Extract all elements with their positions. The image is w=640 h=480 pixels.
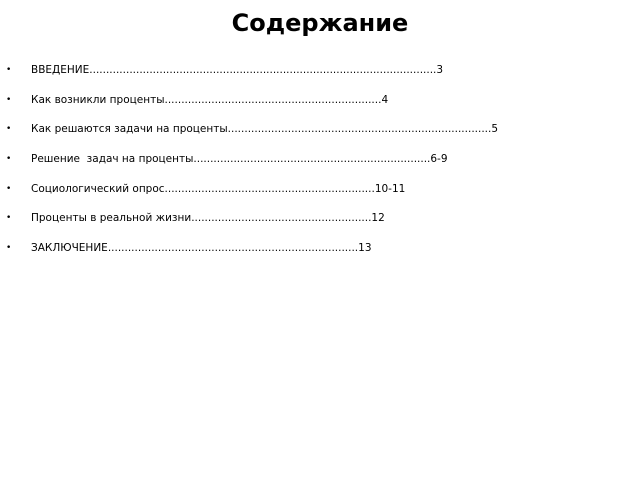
- toc-item-how-solved: [0, 117, 640, 147]
- bullet-icon: •: [6, 154, 12, 165]
- bullet-icon: •: [6, 124, 12, 135]
- bullet-icon: •: [6, 243, 12, 254]
- toc-entry-text: Как возникли проценты.................................................................4: [31, 93, 389, 106]
- toc-item-real-life: [0, 206, 640, 236]
- toc-entry-text: Социологический опрос...............................................................10-11: [31, 182, 406, 195]
- toc-entry-text: Проценты в реальной жизни......................................................12: [31, 212, 385, 225]
- toc-entry-text: Решение задач на проценты.......................................................................6-9: [31, 153, 448, 166]
- toc-item-solving: [0, 147, 640, 177]
- table-of-contents: [0, 58, 640, 266]
- toc-item-origin: [0, 88, 640, 118]
- page-title: Содержание: [231, 9, 409, 37]
- bullet-icon: •: [6, 94, 12, 105]
- toc-item-survey: [0, 177, 640, 207]
- bullet-icon: •: [6, 183, 12, 194]
- toc-entry-text: ВВЕДЕНИЕ........................................................................................................3: [31, 64, 444, 76]
- bullet-icon: •: [6, 213, 12, 224]
- bullet-icon: •: [6, 65, 12, 75]
- toc-item-introduction: [0, 58, 640, 88]
- toc-item-conclusion: [0, 236, 640, 266]
- toc-entry-text: Как решаются задачи на проценты...............................................................................5: [31, 123, 499, 136]
- toc-entry-text: ЗАКЛЮЧЕНИЕ...........................................................................13: [31, 242, 372, 255]
